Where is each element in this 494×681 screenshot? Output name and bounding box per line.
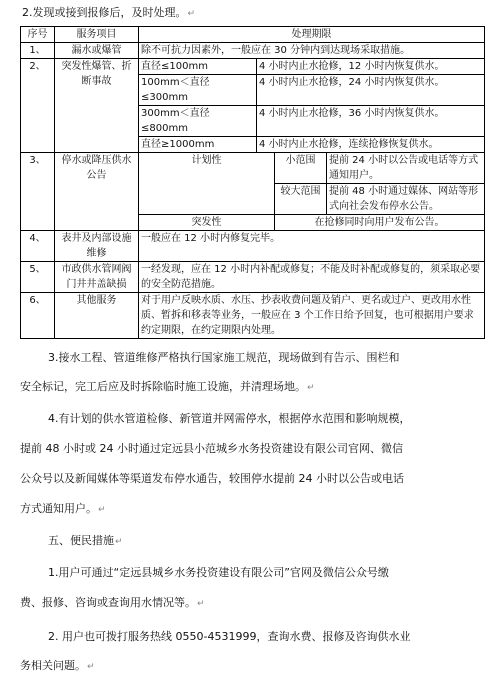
- measure-2-line-2: 务相关问题。↵: [20, 659, 95, 672]
- measure-1-line-2: 费、报修、咨询或查询用水情况等。↵: [20, 596, 205, 609]
- measure-2-line-1: 2. 用户也可拨打服务热线 0550-4531999，查询水费、报修及咨询供水业: [48, 630, 411, 643]
- table-row: [21, 153, 485, 184]
- row-limit: 4 小时内止水抢修，连续抢修恢复供水。: [257, 137, 485, 153]
- row-limit: 除不可抗力因素外，一般应在 30 分钟内到达现场采取措施。: [139, 43, 485, 59]
- paragraph-4-line-1: 4.有计划的供水管道检修、新管道并网需停水，根据停水范围和影响规模，: [48, 412, 411, 425]
- header-limit: 处理期限: [139, 27, 485, 43]
- diameter-range: 300mm＜直径≤800mm: [139, 106, 257, 137]
- diameter-range: 直径≤100mm: [139, 59, 257, 75]
- section-5-heading: 五、便民措施↵: [48, 534, 123, 547]
- row-item: 突发性爆管、折断事故: [55, 59, 139, 153]
- table-row: [21, 59, 485, 75]
- sudden-label: 突发性: [139, 215, 275, 231]
- paragraph-3-line-1: 3.接水工程、管道维修严格执行国家施工规范，现场做到有告示、围栏和: [48, 351, 400, 364]
- table-row: [21, 231, 485, 262]
- scope-small: 小范围: [275, 153, 327, 184]
- row-no: 6、: [21, 293, 55, 339]
- row-item: 漏水或爆管: [55, 43, 139, 59]
- diameter-range: 直径≥1000mm: [139, 137, 257, 153]
- table-header-row: [21, 27, 485, 43]
- row-limit: 对于用户反映水质、水压、抄表收费问题及销户、更名或过户、更改用水性质、暂拆和移表等业务，一般应在 3 个工作日给予回复，也可根据用户要求约定期限，在约定期限内处理。: [139, 293, 485, 339]
- row-item: 市政供水管网阀门井井盖缺损: [55, 262, 139, 293]
- paragraph-mark-icon: ↵: [187, 9, 196, 19]
- paragraph-4-line-2: 提前 48 小时或 24 小时通过定远县小范城乡水务投资建设有限公司官网、微信: [20, 442, 403, 455]
- row-limit: 4 小时内止水抢修，36 小时内恢复供水。: [257, 106, 485, 137]
- paragraph-mark-icon: ↵: [115, 537, 123, 547]
- table-row: [21, 43, 485, 59]
- table-row: [21, 262, 485, 293]
- row-limit: 提前 48 小时通过媒体、网站等形式向社会发布停水公告。: [327, 184, 485, 215]
- row-limit: 一经发现，应在 12 小时内补配或修复；不能及时补配或修复的，须采取必要的安全防范措施。: [139, 262, 485, 293]
- row-no: 3、: [21, 153, 55, 231]
- row-no: 1、: [21, 43, 55, 59]
- row-no: 2、: [21, 59, 55, 153]
- row-no: 5、: [21, 262, 55, 293]
- row-limit: 一般应在 12 小时内修复完毕。: [139, 231, 485, 262]
- service-table: [20, 26, 485, 339]
- row-limit: 提前 24 小时以公告或电话等方式通知用户。: [327, 153, 485, 184]
- row-limit: 4 小时内止水抢修，12 小时内恢复供水。: [257, 59, 485, 75]
- diameter-range: 100mm＜直径≤300mm: [139, 75, 257, 106]
- paragraph-mark-icon: ↵: [197, 599, 205, 609]
- paragraph-3-line-2: 安全标记，完工后应及时拆除临时施工设施，并清理场地。↵: [20, 380, 315, 393]
- row-limit: 在抢修同时向用户发布公告。: [275, 215, 485, 231]
- paragraph-mark-icon: ↵: [307, 383, 315, 393]
- paragraph-4-line-4: 方式通知用户。↵: [20, 502, 106, 515]
- row-no: 4、: [21, 231, 55, 262]
- planned-label: 计划性: [139, 153, 275, 215]
- measure-1-line-1: 1.用户可通过“定远县城乡水务投资建设有限公司”官网及微信公众号缴: [48, 566, 389, 579]
- header-no: 序号: [21, 27, 55, 43]
- row-limit: 4 小时内止水抢修，24 小时内恢复供水。: [257, 75, 485, 106]
- table-row: [21, 293, 485, 339]
- scope-large: 较大范围: [275, 184, 327, 215]
- paragraph-mark-icon: ↵: [98, 505, 106, 515]
- row-item: 停水或降压供水公告: [55, 153, 139, 231]
- header-item: 服务项目: [55, 27, 139, 43]
- row-item: 其他服务: [55, 293, 139, 339]
- paragraph-mark-icon: ↵: [87, 662, 95, 672]
- row-item: 表井及内部设施维修: [55, 231, 139, 262]
- paragraph-4-line-3: 公众号以及新闻媒体等渠道发布停水通告，较围停水提前 24 小时以公告或电话: [20, 472, 404, 485]
- heading-item-2: 2.发现或接到报修后，及时处理。↵: [22, 6, 196, 19]
